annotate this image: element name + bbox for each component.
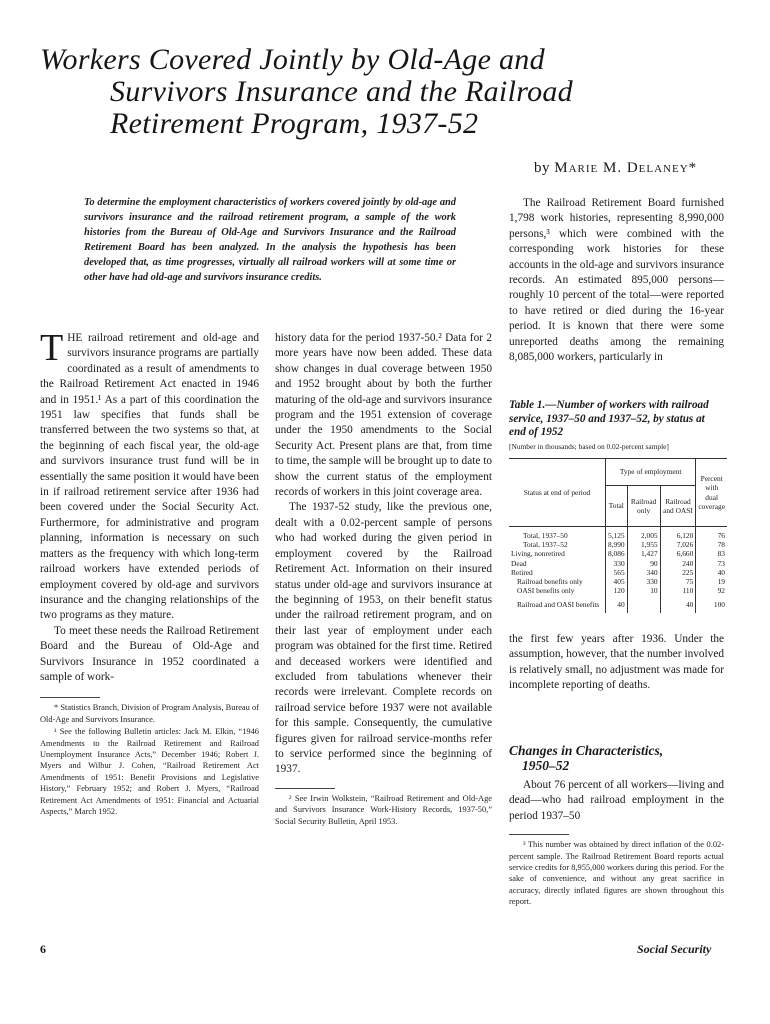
footnote-rule-3 xyxy=(509,834,569,835)
td-label: Total, 1937–50 xyxy=(523,531,568,540)
col1-paragraph-1: HE railroad retirement and old-age and survivors insurance programs are partially coordinated as a result of amendments to the Railroad Retirement Act enacted in 1946 and in 1951.¹ As a part of this coordination the 1951 law specifies that funds shall be transferred between the two systems so that, at the beginning of each fiscal year, the old-age and survivors insurance trust fund will be in essentially the same position it would have been in if railroad retirement service after 1936 had been covered under the Social Security Act. Furthermore, for administrative and program planning, information is necessary on such matters as the frequency with which long-term railroad workers have extended periods of employment covered by old-age and survivors insurance and the changing relationships of the two programs as they mature. xyxy=(40,332,259,622)
th-total: Total xyxy=(606,486,628,527)
table-note: [Number in thousands; based on 0.02-percent sample] xyxy=(509,442,669,451)
data-table xyxy=(509,458,727,613)
journal-name: Social Security xyxy=(637,942,712,956)
body-column-3-end xyxy=(509,778,724,909)
col3-paragraph-2: the first few years after 1936. Under the assumption, however, that the number involved is relatively small, no adjustment was made for incomplete reporting of deaths. xyxy=(509,633,724,692)
th-type: Type of employment xyxy=(606,459,696,486)
col2-paragraph-1: history data for the period 1937-50.² Data for 2 more years have now been added. These data show changes in dual coverage between 1950 and 1952 brought about by both the further maturing of the old-age and survivors insurance program and the 1951 extension of coverage under the 1950 amendments to the Social Security Act. Present plans are that, from time to time, the sample will be brought up to date to show the current status of the employment records of workers in this joint coverage area. xyxy=(275,332,492,499)
footnote-2: ² See Irwin Wolkstein, “Railroad Retirement and Old-Age and Survivors Insurance Work-History Records, 1937-50,” Social Security Bulletin, April 1953. xyxy=(275,793,492,826)
td-rr-oasi: 7,026 xyxy=(660,540,696,549)
td-label: Railroad benefits only xyxy=(517,577,583,587)
col1-paragraph-2: To meet these needs the Railroad Retirement Board and the Bureau of Old-Age and Survivors Insurance in 1952 coordinated a sample of work- xyxy=(40,624,259,683)
td-pct: 19 xyxy=(696,577,727,586)
col3-paragraph-3: About 76 percent of all workers—living and dead—who had railroad employment in the period 1937–50 xyxy=(509,779,724,822)
th-status: Status at end of period xyxy=(509,459,606,527)
td-total: 565 xyxy=(606,568,628,577)
td-pct: 92 xyxy=(696,586,727,595)
article-title xyxy=(40,44,740,140)
table-row xyxy=(509,559,727,568)
td-label: Dead xyxy=(511,558,527,568)
byline xyxy=(534,160,697,177)
footnote-rule-2 xyxy=(275,788,335,789)
td-rr-oasi: 110 xyxy=(660,586,696,595)
body-column-3-bottom xyxy=(509,632,724,694)
td-pct: 40 xyxy=(696,568,727,577)
td-rr-only: 1,955 xyxy=(627,540,660,549)
footnotes-col1 xyxy=(40,702,259,817)
td-label: Retired xyxy=(511,567,533,577)
title-line-3: Retirement Program, 1937-52 xyxy=(110,107,479,140)
table-row xyxy=(509,568,727,577)
td-total: 120 xyxy=(606,586,628,595)
footnote-1: ¹ See the following Bulletin articles: Jack M. Elkin, “1946 Amendments to the Railroad Retirement and Railroad Unemployment Insurance Acts,” December 1946; Robert J. Myers and Wilbur J. Cohen, “Railroad Retirement Act Amendments of 1951: Benefit Provisions and Legislative History,” February 1952; and Robert J. Myers, “Railroad Retirement Act Amendments of 1951: Financial and Actuarial Aspects,” March 1952. xyxy=(40,727,259,816)
table-row xyxy=(509,549,727,558)
footnote-3: ³ This number was obtained by direct inflation of the 0.02-percent sample. The Railroad Retirement Board reports actual service credits for 8,955,000 workers during this period. For the sake of convenience, and without any great sacrifice in accuracy, directly inflated figures are shown throughout this report. xyxy=(509,840,724,907)
table-row xyxy=(509,540,727,549)
section-heading-line-2: 1950–52 xyxy=(522,758,570,773)
col2-paragraph-2: The 1937-52 study, like the previous one, dealt with a 0.02-percent sample of persons who had worked during the given period in employment covered by the Railroad Retirement Act. Information on their insured status under old-age and survivors insurance at the beginning of 1953, on their benefit status under the railroad retirement program, and on their last year of employment under each program was obtained for the first time. Retired and deceased workers were identified and excluded from tabulations whenever their records were irrelevant. Complete records on railroad service before 1937 were not available for this sample. Consequently, the cumulative figures given for railroad service-months refer to service performed since the beginning of 1937. xyxy=(275,501,492,776)
td-rr-only: 1,427 xyxy=(627,549,660,558)
td-total: 8,990 xyxy=(606,540,628,549)
td-rr-only: 330 xyxy=(627,577,660,586)
col3-paragraph-1: The Railroad Retirement Board furnished 1,798 work histories, representing 8,990,000 persons,³ which were combined with the corresponding work histories for these accounts in the old-age and survivors insurance records. An estimated 895,000 persons—roughly 10 percent of the total—were reported to have retired or died during the 16-year period. It is known that there were some unreported deaths among the remaining 8,085,000 workers, particularly in xyxy=(509,197,724,364)
td-rr-only: 340 xyxy=(627,568,660,577)
author-name: Marie M. Delaney* xyxy=(554,160,698,176)
body-column-3-top xyxy=(509,196,724,365)
th-pct: Percent with dual coverage xyxy=(696,459,727,527)
td-label: Living, nonretired xyxy=(511,549,565,559)
footnotes-col2 xyxy=(275,793,492,827)
td-rr-oasi: 40 xyxy=(660,595,696,613)
td-rr-oasi: 240 xyxy=(660,559,696,568)
td-rr-oasi: 75 xyxy=(660,577,696,586)
byline-prefix: by xyxy=(534,160,550,176)
td-pct: 78 xyxy=(696,540,727,549)
body-column-2 xyxy=(275,331,492,828)
td-label: Total, 1937–52 xyxy=(523,540,568,550)
section-heading xyxy=(509,743,724,773)
footnote-rule xyxy=(40,697,100,698)
td-pct: 73 xyxy=(696,559,727,568)
td-total: 8,086 xyxy=(606,549,628,558)
table-title: Table 1.—Number of workers with railroad service, 1937–50 and 1937–52, by status at end of 1952 xyxy=(509,399,709,438)
td-total: 5,125 xyxy=(606,527,628,541)
td-rr-oasi: 225 xyxy=(660,568,696,577)
section-heading-line-1: Changes in Characteristics, xyxy=(509,743,664,758)
title-line-2: Survivors Insurance and the Railroad xyxy=(110,75,573,108)
footnote-star: * Statistics Branch, Division of Program Analysis, Bureau of Old-Age and Survivors Insurance. xyxy=(40,703,259,724)
th-rr-only: Railroad only xyxy=(627,486,660,527)
td-rr-only xyxy=(627,595,660,613)
table-row xyxy=(509,577,727,586)
td-pct: 100 xyxy=(696,595,727,613)
page-number: 6 xyxy=(40,942,46,956)
td-rr-oasi: 6,660 xyxy=(660,549,696,558)
abstract: To determine the employment characteristics of workers covered jointly by old-age and survivors insurance and the railroad retirement program, a sample of the work histories from the Bureau of Old-Age and Survivors Insurance and the Railroad Retirement Board has been analyzed. In the analysis the hypothesis has been developed that, as time progresses, virtually all railroad workers will at some time or other have had old-age and survivors insurance credits. xyxy=(84,197,456,283)
table-row xyxy=(509,595,727,613)
td-label: OASI benefits only xyxy=(517,586,575,596)
table-row xyxy=(509,527,727,541)
th-rr-oasi: Railroad and OASI xyxy=(660,486,696,527)
td-rr-only: 10 xyxy=(627,586,660,595)
td-total: 40 xyxy=(606,595,628,613)
td-rr-only: 2,005 xyxy=(627,527,660,541)
td-total: 330 xyxy=(606,559,628,568)
table-row xyxy=(509,586,727,595)
td-rr-only: 90 xyxy=(627,559,660,568)
td-pct: 83 xyxy=(696,549,727,558)
body-column-1 xyxy=(40,327,259,818)
td-pct: 76 xyxy=(696,527,727,541)
footnotes-col3 xyxy=(509,839,724,907)
drop-cap: T xyxy=(40,327,64,369)
td-rr-oasi: 6,120 xyxy=(660,527,696,541)
title-line-1: Workers Covered Jointly by Old-Age and xyxy=(40,43,545,76)
td-label: Railroad and OASI benefits xyxy=(517,599,600,609)
td-total: 405 xyxy=(606,577,628,586)
